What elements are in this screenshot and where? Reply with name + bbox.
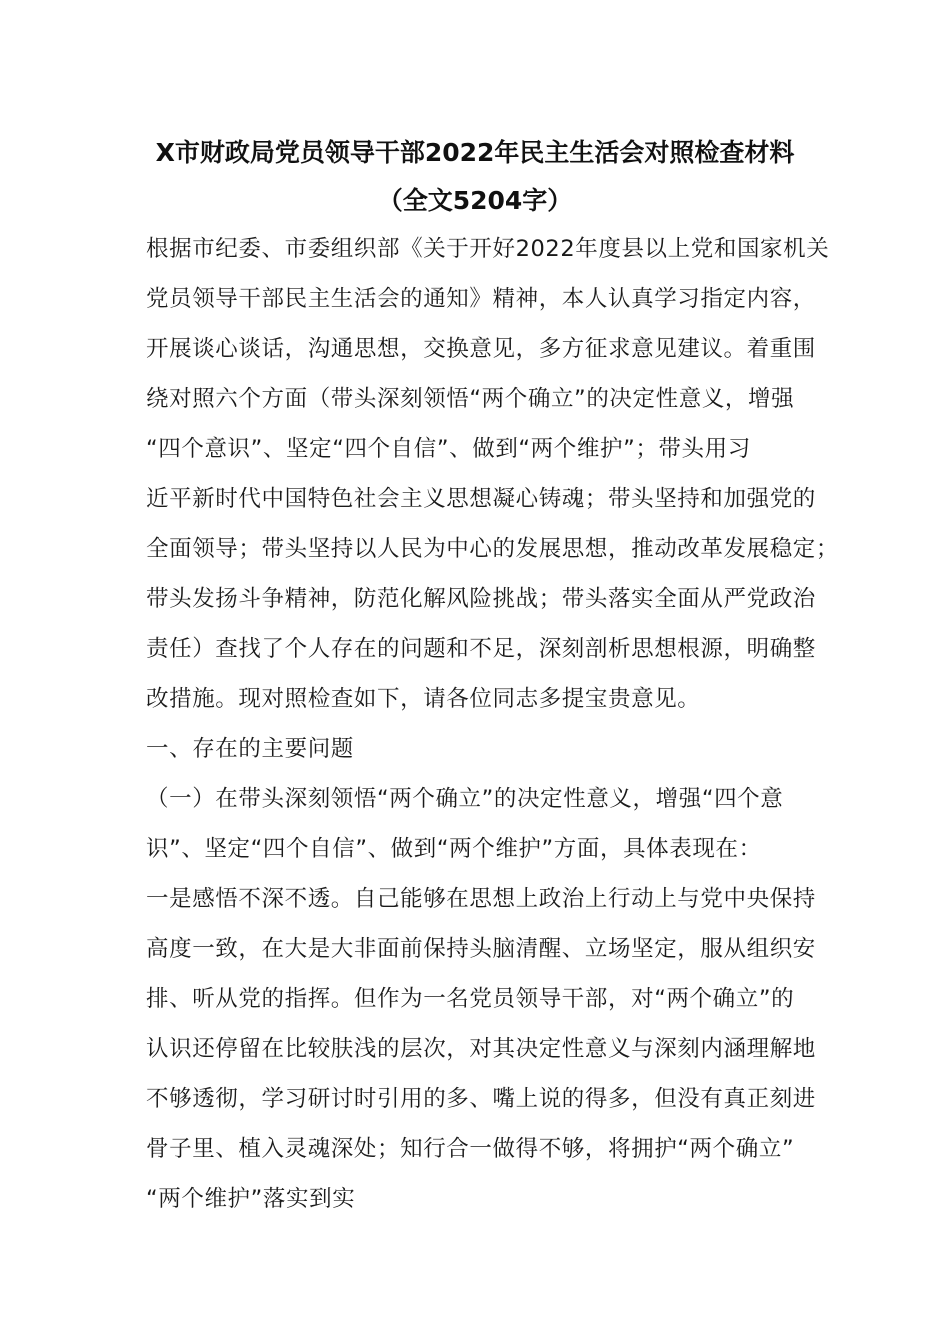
body-line: 一是感悟不深不透。自己能够在思想上政治上行动上与党中央保持 [146, 886, 816, 912]
body-line: 带头发扬斗争精神，防范化解风险挑战；带头落实全面从严党政治 [146, 586, 816, 612]
body-line: 高度一致，在大是大非面前保持头脑清醒、立场坚定，服从组织安 [146, 936, 816, 962]
body-line: 近平新时代中国特色社会主义思想凝心铸魂；带头坚持和加强党的 [146, 486, 816, 512]
subsection-heading: （一）在带头深刻领悟“两个确立”的决定性意义，增强“四个意 [146, 786, 784, 812]
body-line: 排、听从党的指挥。但作为一名党员领导干部，对“两个确立”的 [146, 986, 795, 1012]
body-line: 骨子里、植入灵魂深处；知行合一做得不够，将拥护“两个确立” [146, 1136, 795, 1162]
body-line: 全面领导；带头坚持以人民为中心的发展思想，推动改革发展稳定； [146, 536, 840, 562]
body-line: “四个意识”、坚定“四个自信”、做到“两个维护”；带头用习 [146, 436, 751, 462]
body-line: 根据市纪委、市委组织部《关于开好2022年度县以上党和国家机关 [146, 236, 830, 262]
body-line: “两个维护”落实到实 [146, 1186, 356, 1212]
section-heading: 一、存在的主要问题 [146, 736, 354, 762]
body-line: 绕对照六个方面（带头深刻领悟“两个确立”的决定性意义，增强 [146, 386, 795, 412]
body-line: 改措施。现对照检查如下，请各位同志多提宝贵意见。 [146, 686, 701, 712]
body-line: 不够透彻，学习研讨时引用的多、嘴上说的得多，但没有真正刻进 [146, 1086, 816, 1112]
document-subtitle: （全文5204字） [377, 186, 573, 215]
body-line: 党员领导干部民主生活会的通知》精神，本人认真学习指定内容， [146, 286, 816, 312]
body-line: 责任）查找了个人存在的问题和不足，深刻剖析思想根源，明确整 [146, 636, 816, 662]
document-title: X市财政局党员领导干部2022年民主生活会对照检查材料 [155, 138, 795, 167]
subsection-heading: 识”、坚定“四个自信”、做到“两个维护”方面，具体表现在： [146, 836, 762, 862]
body-line: 认识还停留在比较肤浅的层次，对其决定性意义与深刻内涵理解地 [146, 1036, 816, 1062]
body-line: 开展谈心谈话，沟通思想，交换意见，多方征求意见建议。着重围 [146, 336, 816, 362]
